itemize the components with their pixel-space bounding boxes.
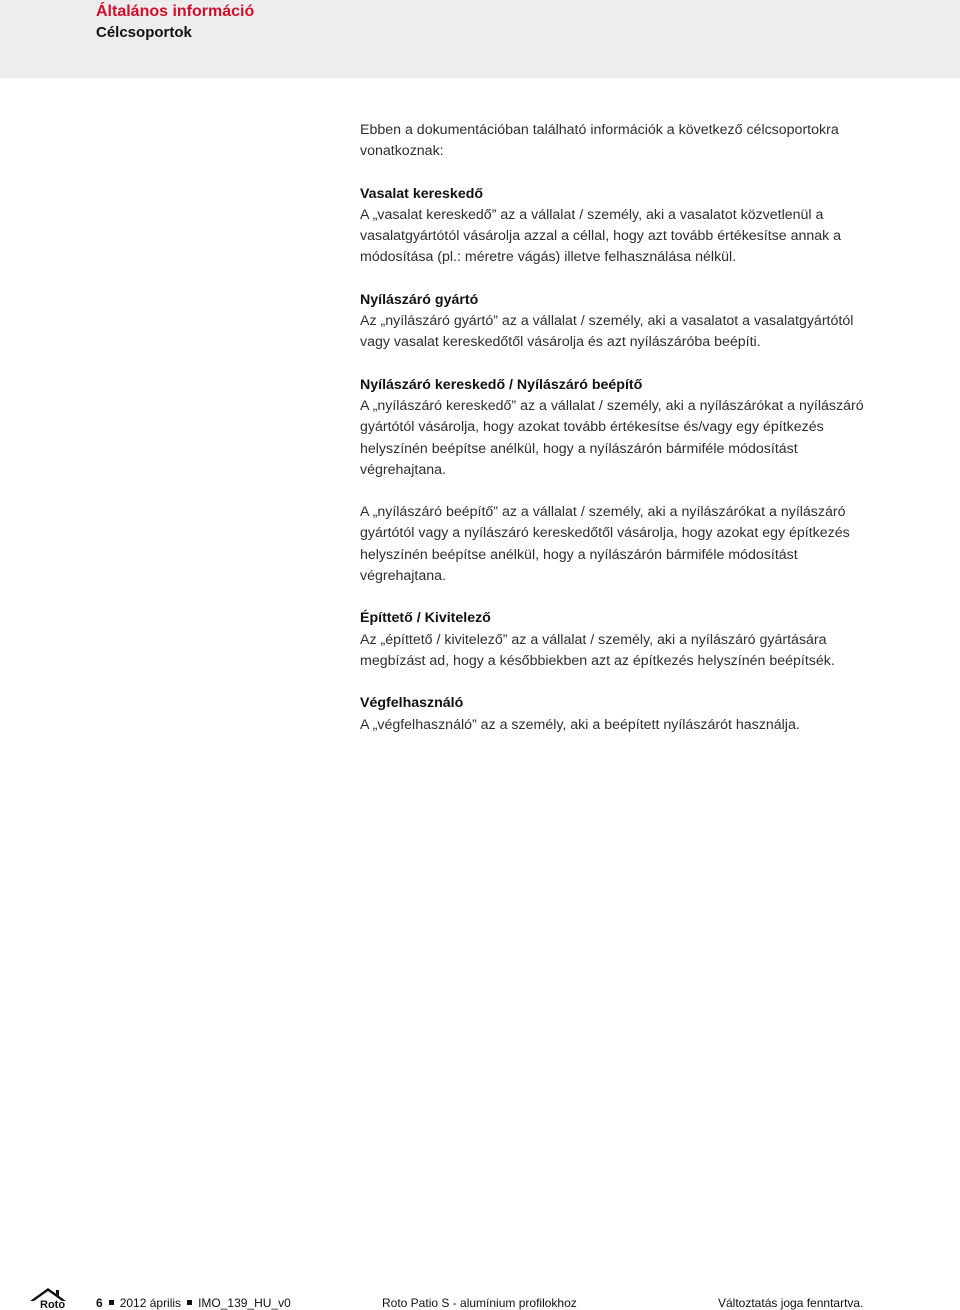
roto-logo-icon: [26, 1286, 76, 1310]
page-number: 6: [96, 1296, 103, 1310]
main-content: [360, 120, 880, 757]
section-epitteto-kivitelezo: [360, 608, 880, 672]
section-heading: Vasalat kereskedő: [360, 185, 484, 202]
section-title: Általános információ: [96, 3, 255, 20]
section-nyilaszaro-kereskedo-beepito: [360, 375, 880, 588]
separator-square-icon: [187, 1300, 192, 1305]
section-paragraph: A „nyílászáró kereskedő” az a vállalat / személy, aki a nyílászárókat a nyílászáró gyártótól vásárolja, hogy azokat tovább értékesítse és/vagy egy építkezés helyszínén beépítse anélkül, hogy a nyílászárón bármiféle módosítást végrehajtana.: [360, 397, 864, 478]
section-vasalat-kereskedo: [360, 184, 880, 269]
section-paragraph: A „vasalat kereskedő” az a vállalat / személy, aki a vasalatot közvetlenül a vasalatgyártótól vásárolja azzal a céllal, hogy azt tovább értékesítse annak a módosítása (pl.: méretre vágás) illetve felhasználása nélkül.: [360, 206, 842, 266]
section-heading: Nyílászáró gyártó: [360, 291, 479, 308]
section-vegfelhasznalo: [360, 693, 880, 736]
page-footer: [0, 1286, 960, 1310]
footer-rights: Változtatás joga fenntartva.: [718, 1296, 864, 1310]
footer-left: [96, 1296, 291, 1310]
section-heading: Építtető / Kivitelező: [360, 610, 491, 627]
footer-product: Roto Patio S - alumínium profilokhoz: [382, 1296, 577, 1310]
footer-date: 2012 április: [119, 1296, 182, 1310]
section-paragraph: Az „nyílászáró gyártó” az a vállalat / személy, aki a vasalatot a vasalatgyártótól vagy vasalat kereskedőtől vásárolja és azt nyílászáróba beépíti.: [360, 313, 854, 351]
section-paragraph: A „nyílászáró beépítő” az a vállalat / személy, aki a nyílászárókat a nyílászáró gyártótól vagy a nyílászáró kereskedőtől vásárolja, hogy azokat egy építkezés helyszínén beépítse anélkül, hogy a nyílászárón bármiféle módosítást végrehajtana.: [360, 504, 850, 585]
section-paragraph: A „végfelhasználó” az a személy, aki a beépített nyílászárót használja.: [360, 716, 800, 733]
footer-doc-code: IMO_139_HU_v0: [198, 1296, 291, 1310]
intro-paragraph: Ebben a dokumentációban található információk a következő célcsoportokra vonatkoznak:: [360, 122, 839, 160]
section-heading: Nyílászáró kereskedő / Nyílászáró beépítő: [360, 376, 643, 393]
logo-text: Roto: [40, 1299, 66, 1310]
section-nyilaszaro-gyarto: [360, 290, 880, 354]
section-subtitle: Célcsoportok: [96, 24, 192, 41]
separator-square-icon: [109, 1300, 114, 1305]
section-paragraph: Az „építtető / kivitelező” az a vállalat / személy, aki a nyílászáró gyártására megbízást ad, hogy a későbbiekben azt az építkezés helyszínén beépítsék.: [360, 631, 835, 669]
page-header: [0, 0, 960, 78]
section-heading: Végfelhasználó: [360, 695, 464, 712]
